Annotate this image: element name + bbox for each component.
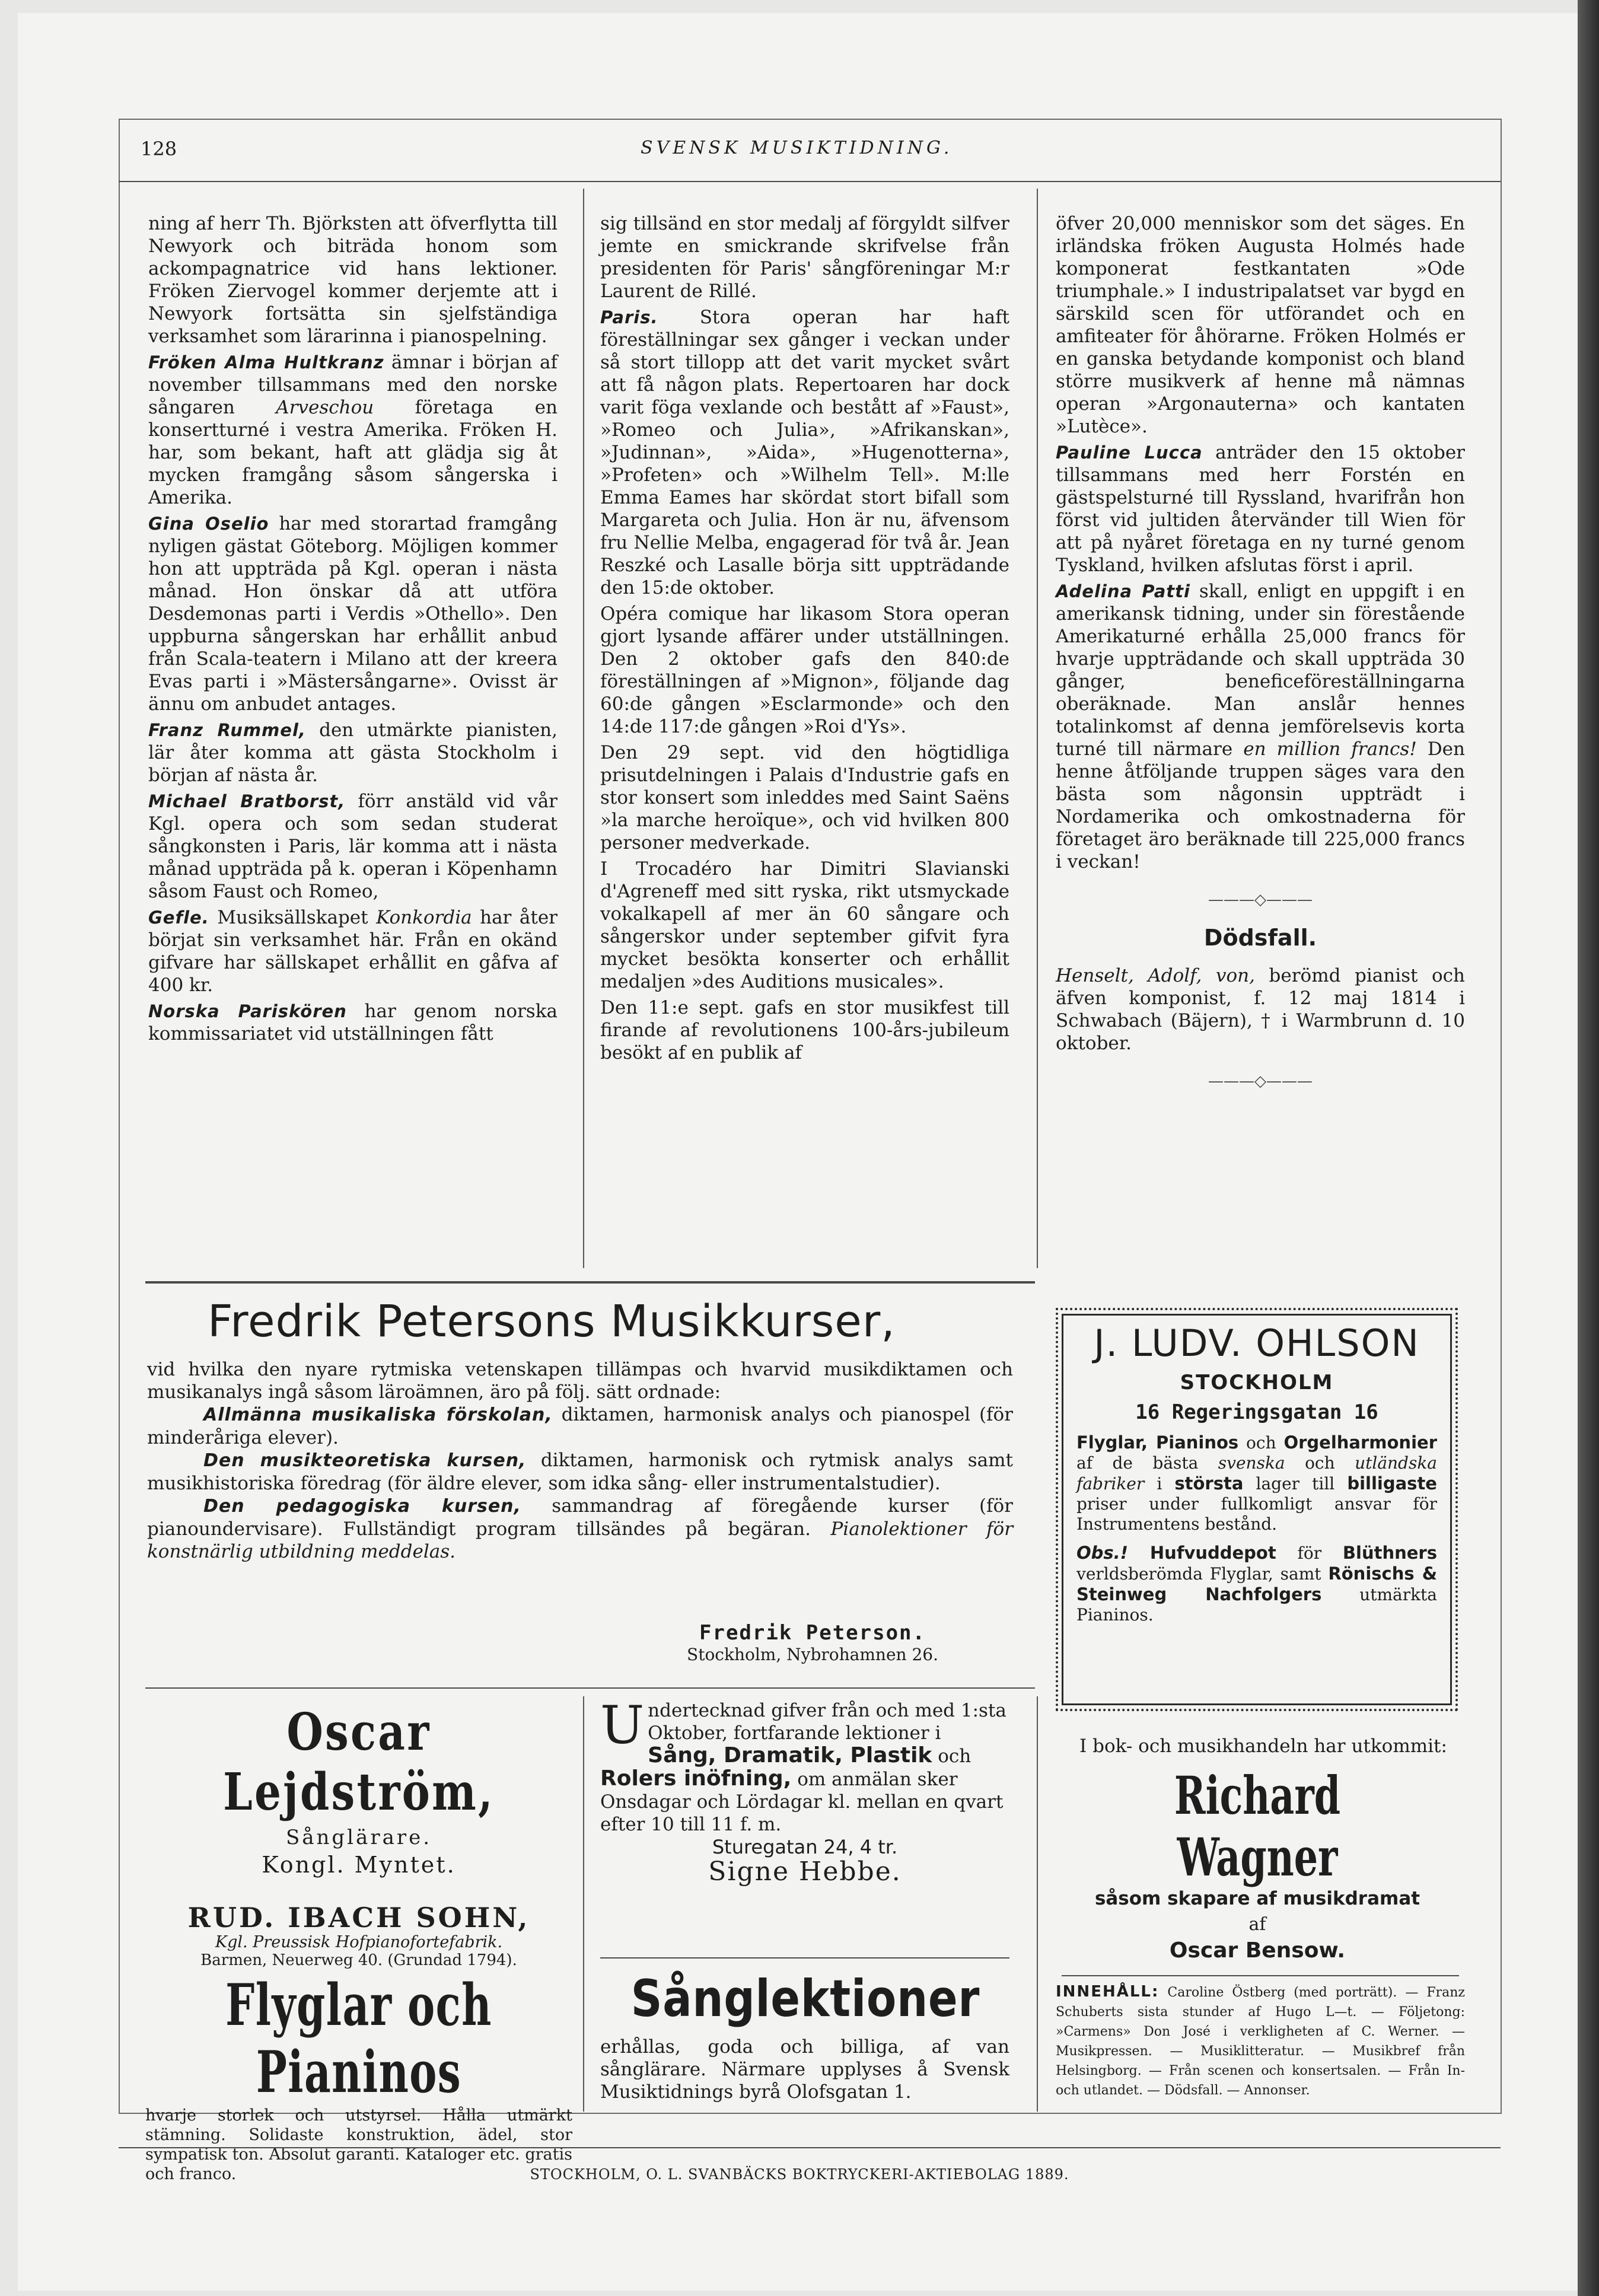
ibach-headline: Flyglar och Pianinos [225,1972,492,2106]
ad-petersons-body: vid hvilka den nyare rytmiska vetenskapen tillämpas och hvarvid musikdiktamen och musikanalys ingå såsom läroämnen, äro på följ. sätt ordnade: Allmänna musikaliska förskolan, diktamen, harmonisk analys och pianospel (för minderåriga elever). Den musikteoretiska kursen, diktamen, harmonisk och rytmisk analys samt musikhistoriska föredrag (för äldre elever, som idka sång- eller instrumentalstudier). Den pedagogiska kursen, sammandrag af föregående kurser (för pianoundervisare). Fullständigt program tillsändes på begäran. Pianolektioner för konstnärlig utbildning meddelas. [147,1359,1014,1562]
table-of-contents: INNEHÅLL: Caroline Östberg (med porträtt). — Franz Schuberts sista stunder af Hugo L—t. — Följetong: »Carmens» Don José i verkligheten af C. Werner. — Musikpressen. — Musiklitteratur. — Musikbref från Helsingborg. — Från scenen och konsertsalen. — Från In- och utlandet. — Dödsfall. — Annonser. [1056,1983,1465,2098]
article-text: Den 11:e sept. gafs en stor musikfest till firande af revolutionens 100-års-jubileum besökt af en publik af [600,997,1009,1063]
article-text: Den 29 sept. vid den högtidliga prisutdelningen i Palais d'Industrie gafs en stor konsert som inleddes med Saint Saëns »la marche heroïque», och vid hvilken 800 personer medverkade. [600,742,1009,854]
header-rule [119,181,1501,182]
news-item: Gina Oselio har med storartad framgång nyligen gästat Göteborg. Möjligen kommer hon att uppträda på Kgl. operan i nästa månad. Hon önskar då att utföra Desdemonas parti i Verdis »Othello». Den uppburna sångerskan har erhållit anbud från Scala-teatern i Milano att der kreera Evas parti i »Mästersångarne». Ovisst är ännu om anbudet antages. [148,513,558,715]
ibach-name: RUD. IBACH SOHN, [187,1902,530,1934]
column-1 [148,212,558,1045]
item-lead: Gina Oselio [148,514,269,534]
ornament-divider: ———◇——— [1208,1072,1313,1090]
news-item: Pauline Lucca anträder den 15 oktober tillsammans med herr Forstén en gästspelsturné till Ryssland, hvarifrån hon först vid jultiden återvänder till Wien för att på nyåret företaga en ny turné genom Tyskland, hvilken afslutas först i april. [1056,442,1465,576]
ad-sanglektioner: Sånglektioner erhållas, goda och billiga, af van sånglärare. Närmare upplyses å Svensk Musiktidnings byrå Olofsgatan 1. [600,1969,1009,2103]
item-lead: Franz Rummel, [148,720,306,740]
item-lead: Norska Pariskören [148,1001,347,1021]
hebbe-signature: Signe Hebbe. [708,1856,902,1887]
ads-rule-3 [600,1957,1009,1959]
ohlson-notice: Obs.! Hufvuddepot för Blüthners verldsberömda Flyglar, samt Rönischs & Steinweg Nachfolgers utmärkta Pianinos. [1076,1543,1437,1625]
ads-column-rule [583,1696,584,2112]
article-text: öfver 20,000 menniskor som det säges. En irländska fröken Augusta Holmés hade komponerat festkantaten »Ode triumphale.» I industripalatset var bygd en särskild scen för utförandet och en amfiteater för åhörarne. Fröken Holmés er en ganska betydande komponist och bland större musikverk af henne må nämnas operan »Argonauterna» och kantaten »Lutèce». [1056,213,1465,437]
ohlson-name: J. LUDV. OHLSON [1094,1321,1420,1365]
column-rule-2 [1037,189,1038,1268]
running-title: SVENSK MUSIKTIDNING. [641,138,953,158]
drop-cap: U [600,1695,645,1756]
item-lead: Paris. [600,307,658,327]
item-lead: Adelina Patti [1056,581,1190,601]
item-lead: Fröken Alma Hultkranz [148,352,384,372]
article-text: I Trocadéro har Dimitri Slavianski d'Agreneff med sitt ryska, rikt utsmyckade vokalkapell af mer än 60 sångare och sångerskor under september gifvit fyra mycket besökta konserter och erhållit medaljen »des Auditions musicales». [600,858,1009,992]
ads-rule [145,1281,1035,1284]
item-lead: Pauline Lucca [1056,442,1203,463]
column-rule-1 [583,189,584,1268]
ad-hebbe: Undertecknad gifver från och med 1:sta Oktober, fortfarande lektioner i Sång, Dramatik, Plastik och Rolers inöfning, om anmälan sker Onsdagar och Lördagar kl. mellan en qvart efter 10 till 11 f. m. Sturegatan 24, 4 tr. Signe Hebbe. [600,1699,1009,1883]
news-item: Paris. Stora operan har haft föreställningar sex gånger i veckan under så stort tillopp att det varit mycket svårt att få någon plats. Repertoaren har dock varit föga vexlande och bestått af »Faust», »Romeo och Julia», »Afrikanskan», »Judinnan», »Aida», »Hugenotterna», »Profeten» och »Wilhelm Tell». M:lle Emma Eames har skördat stort bifall som Margareta och Julia. Hon är nu, äfvensom fru Nellie Melba, engagerad för två år. Jean Reszké och Lasalle börja sitt uppträdande den 15:de oktober. [600,307,1009,598]
wagner-title: Richard Wagner [1174,1765,1341,1888]
ad-ohlson-box [1056,1308,1458,1711]
ornament-divider: ———◇——— [1208,891,1313,909]
ohlson-city: STOCKHOLM [1180,1371,1334,1394]
contents-rule [1062,1975,1459,1976]
obituary-heading: Dödsfall. [1203,925,1317,951]
news-item: Fröken Alma Hultkranz ämnar i början af november tillsammans med den norske sångaren Arveschou företaga en konsertturné i vestra Amerika. Fröken H. har, som bekant, haft att glädja sig åt mycken framgång såsom sångerska i Amerika. [148,352,558,508]
article-text: sig tillsänd en stor medalj af förgyldt silfver jemte en smickrande skrifvelse från presidenten för Paris' sångföreningar M:r Laurent de Rillé. [600,213,1009,302]
lejdstrom-name: Oscar Lejdström, [223,1702,495,1822]
column-2 [600,212,1009,1064]
article-text: ning af herr Th. Björksten att öfverflytta till Newyork och biträda honom som ackompagnatrice vid hans lektioner. Fröken Ziervogel kommer derjemte att i Newyork fortsätta sin sjelfständiga verksamhet som lärarinna i pianospelning. [148,213,558,347]
ad-wagner: I bok- och musikhandeln har utkommit: Richard Wagner såsom skapare af musikdramat af Oscar Bensow. [1079,1735,1447,1963]
article-text: Opéra comique har likasom Stora operan gjort lysande affärer under utställningen. Den 2 oktober gafs den 840:de föreställningen af »Mignon», följande dag 60:de gången »Esclarmonde» och den 14:de 117:de gången »Roi d'Ys». [600,603,1009,737]
ohlson-street: 16 Regeringsgatan 16 [1135,1400,1378,1424]
item-lead: Gefle. [148,907,209,928]
news-item: Michael Bratborst, förr anstäld vid vår Kgl. opera och som sedan studerat sångkonsten i Paris, lär komma att i nästa månad uppträda på k. operan i Köpenhamn såsom Faust och Romeo, [148,791,558,902]
news-item: Norska Pariskören har genom norska kommissariatet vid utställningen fått [148,1001,558,1044]
news-item: Gefle. Musiksällskapet Konkordia har åter börjat sin verksamhet här. Från en okänd gifvare har sällskapet erhållit en gåfva af 400 kr. [148,907,558,996]
ad-signature: Fredrik Peterson. Stockholm, Nybrohamnen 26. [687,1621,938,1664]
news-item: Adelina Patti skall, enligt en uppgift i en amerikansk tidning, under sin förestående Amerikaturné erhålla 25,000 francs för hvarje uppträdande och skall uppträda 30 gånger, beneficeföreställningarna oberäknade. Man anslår hennes totalinkomst af denna jemförelsevis korta turné till närmare en million francs! Den henne åtföljande truppen säges vara den bästa som någonsin uppträdt i Nordamerika och omkostnaderna för företaget äro beräknade till 225,000 francs i veckan! [1056,581,1465,872]
book-spine-edge [1578,0,1599,2296]
ohlson-text: Flyglar, Pianinos och Orgelharmonier af de bästa svenska och utländska fabriker i största lager till billigaste priser under fullkomligt ansvar för Instrumentens bestånd. [1076,1432,1437,1534]
item-lead: Michael Bratborst, [148,791,346,811]
printer-footer: STOCKHOLM, O. L. SVANBÄCKS BOKTRYCKERI-AKTIEBOLAG 1889. [530,2166,1069,2183]
page-number: 128 [141,138,177,160]
ads-column-rule [1037,1696,1038,2112]
ad-lejdstrom: Oscar Lejdström, Sånglärare. Kongl. Myntet. RUD. IBACH SOHN, Kgl. Preussisk Hofpianofortefabrik. Barmen, Neuerweg 40. (Grundad 1794). Flyglar och Pianinos hvarje storlek och utstyrsel. Hålla utmärkt stämning. Solidaste konstruktion, ädel, stor sympatisk ton. Absolut garanti. Kataloger etc. gratis och franco. [145,1702,572,2183]
column-3 [1056,212,1465,1108]
ad-title: Fredrik Petersons Musikkurser, [208,1296,896,1347]
ads-rule-2 [145,1687,1035,1689]
footer-rule [119,2147,1501,2148]
sang-title: Sånglektioner [630,1969,980,2028]
obituary-text: Henselt, Adolf, von, berömd pianist och äfven komponist, f. 12 maj 1814 i Schwabach (Bäjern), † i Warmbrunn d. 10 oktober. [1056,965,1466,1054]
news-item: Franz Rummel, den utmärkte pianisten, lär åter komma att gästa Stockholm i början af nästa år. [148,719,558,786]
